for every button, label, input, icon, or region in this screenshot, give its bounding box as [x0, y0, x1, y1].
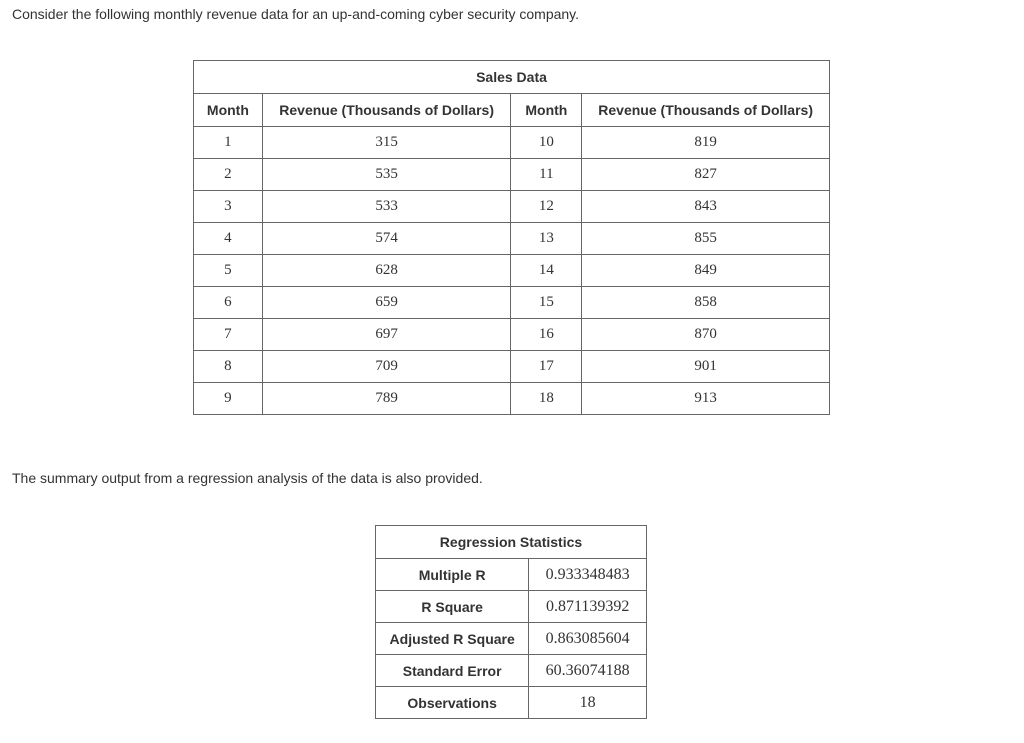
month-cell: 16 — [511, 319, 582, 351]
table-row — [194, 255, 830, 287]
month-cell: 2 — [194, 159, 263, 191]
month-cell: 7 — [194, 319, 263, 351]
stat-label: Observations — [376, 687, 529, 719]
column-header-month: Month — [511, 94, 582, 127]
sales-table-title: Sales Data — [194, 61, 830, 94]
month-cell: 11 — [511, 159, 582, 191]
sales-data-table — [193, 60, 830, 415]
month-cell: 1 — [194, 127, 263, 159]
column-header-revenue: Revenue (Thousands of Dollars) — [582, 94, 830, 127]
stat-value: 0.871139392 — [529, 591, 647, 623]
revenue-cell: 315 — [262, 127, 511, 159]
table-row — [194, 159, 830, 191]
month-cell: 10 — [511, 127, 582, 159]
stat-label: Multiple R — [376, 559, 529, 591]
stat-label: R Square — [376, 591, 529, 623]
revenue-cell: 870 — [582, 319, 830, 351]
table-row — [376, 687, 647, 719]
table-row — [194, 383, 830, 415]
table-row — [194, 287, 830, 319]
stat-label: Adjusted R Square — [376, 623, 529, 655]
table-row — [194, 351, 830, 383]
stat-value: 0.863085604 — [529, 623, 647, 655]
stat-value: 60.36074188 — [529, 655, 647, 687]
table-row — [376, 591, 647, 623]
revenue-cell: 819 — [582, 127, 830, 159]
table-row — [194, 319, 830, 351]
table-row — [194, 191, 830, 223]
revenue-cell: 858 — [582, 287, 830, 319]
revenue-cell: 789 — [262, 383, 511, 415]
column-header-revenue: Revenue (Thousands of Dollars) — [262, 94, 511, 127]
table-row — [194, 223, 830, 255]
stat-label: Standard Error — [376, 655, 529, 687]
revenue-cell: 855 — [582, 223, 830, 255]
revenue-cell: 628 — [262, 255, 511, 287]
revenue-cell: 659 — [262, 287, 511, 319]
month-cell: 9 — [194, 383, 263, 415]
revenue-cell: 913 — [582, 383, 830, 415]
month-cell: 8 — [194, 351, 263, 383]
month-cell: 4 — [194, 223, 263, 255]
month-cell: 18 — [511, 383, 582, 415]
revenue-cell: 843 — [582, 191, 830, 223]
stat-value: 0.933348483 — [529, 559, 647, 591]
sales-table-header-row — [194, 94, 830, 127]
revenue-cell: 697 — [262, 319, 511, 351]
month-cell: 14 — [511, 255, 582, 287]
month-cell: 15 — [511, 287, 582, 319]
month-cell: 12 — [511, 191, 582, 223]
month-cell: 17 — [511, 351, 582, 383]
revenue-cell: 901 — [582, 351, 830, 383]
regression-statistics-table — [375, 525, 647, 719]
stat-value: 18 — [529, 687, 647, 719]
month-cell: 5 — [194, 255, 263, 287]
revenue-cell: 827 — [582, 159, 830, 191]
table-row — [194, 127, 830, 159]
summary-text: The summary output from a regression analysis of the data is also provided. — [12, 470, 483, 486]
revenue-cell: 535 — [262, 159, 511, 191]
column-header-month: Month — [194, 94, 263, 127]
month-cell: 13 — [511, 223, 582, 255]
revenue-cell: 533 — [262, 191, 511, 223]
revenue-cell: 574 — [262, 223, 511, 255]
revenue-cell: 709 — [262, 351, 511, 383]
table-row — [376, 655, 647, 687]
month-cell: 3 — [194, 191, 263, 223]
month-cell: 6 — [194, 287, 263, 319]
intro-text: Consider the following monthly revenue data for an up-and-coming cyber security company. — [12, 6, 580, 22]
table-row — [376, 559, 647, 591]
revenue-cell: 849 — [582, 255, 830, 287]
table-row — [376, 623, 647, 655]
regression-table-title: Regression Statistics — [376, 526, 647, 559]
